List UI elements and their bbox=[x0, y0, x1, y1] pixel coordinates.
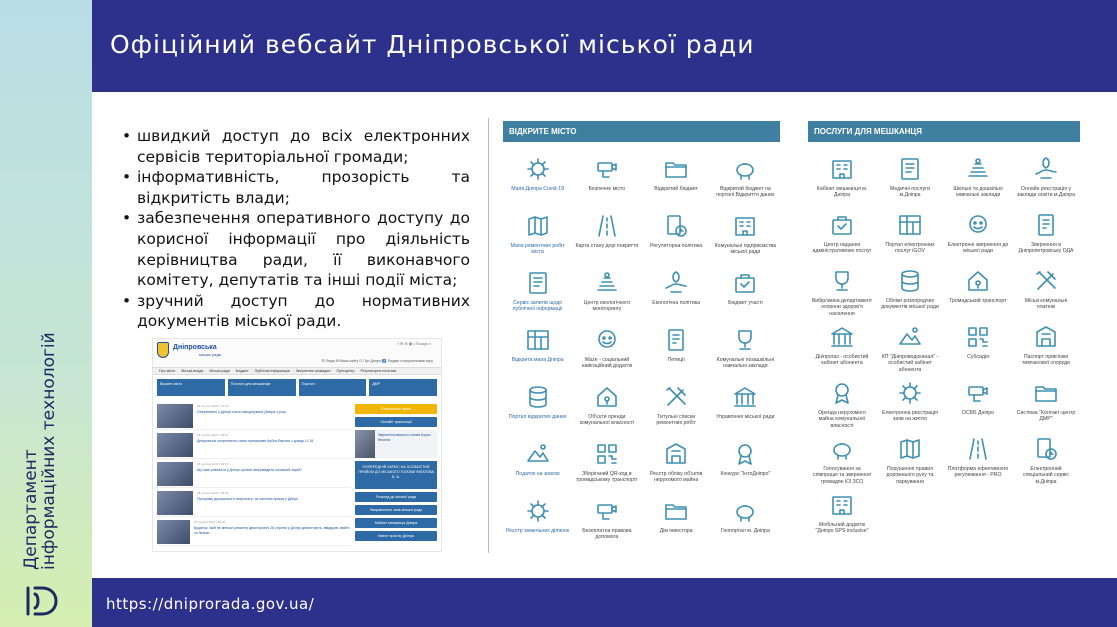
news-date: 26 серпня 2021 | 10:20 bbox=[197, 404, 229, 408]
service-tile[interactable] bbox=[808, 154, 876, 210]
site-tile[interactable]: Порталі bbox=[299, 379, 367, 396]
service-tile[interactable] bbox=[944, 434, 1012, 490]
land-tax-icon bbox=[523, 439, 553, 469]
news-title[interactable]: Оперативно у Дніпрі стало вакцинувати Дніпра з році bbox=[197, 410, 286, 414]
mobile-app-icon bbox=[827, 490, 857, 520]
legal-help-icon bbox=[592, 496, 622, 526]
virus-icon bbox=[523, 154, 553, 184]
service-tile-label: Обліки розпорядчих документів міської ради bbox=[881, 298, 939, 311]
service-tile-label: Реєстр земельних ділянок bbox=[506, 528, 570, 534]
kiosk-icon bbox=[1031, 322, 1061, 352]
service-tile-label: Бюджет участі bbox=[728, 300, 763, 306]
site-nav-item[interactable]: Міська влада bbox=[181, 369, 204, 373]
news-title[interactable]: Що має ухвалити у Дніпрі органи запровадити головний ліцей? bbox=[197, 468, 303, 472]
left-sidebar bbox=[0, 0, 92, 627]
document-clock-icon bbox=[661, 211, 691, 241]
service-tile-label: Портал відкритих даних bbox=[508, 414, 567, 420]
site-header bbox=[153, 339, 441, 367]
service-tile-label: Регуляторна політика bbox=[650, 243, 703, 249]
site-body bbox=[153, 400, 441, 550]
service-tile-label: Безпечне місто bbox=[588, 186, 626, 192]
service-tile-label: Мобільний додаток "Дніпро SPS inclusive" bbox=[815, 522, 869, 535]
service-tile-label: Реєстр обліку об'єктів нерухомого майна bbox=[649, 471, 703, 484]
website-screenshot bbox=[152, 338, 442, 552]
feature-item: • інформативність, прозорість та відкритість влади; bbox=[122, 167, 470, 208]
ecology-monitor-icon bbox=[592, 268, 622, 298]
site-side-button[interactable]: Кабінет мешканця Дніпра bbox=[355, 518, 437, 528]
news-date: 26 серпня 2021 | 09:50 bbox=[197, 462, 229, 466]
site-side-button[interactable]: Інвест простір Дніпра bbox=[355, 531, 437, 541]
contact-center-icon bbox=[1031, 378, 1061, 408]
service-tile-label: Податок на землю bbox=[515, 471, 560, 477]
service-tile-label: Зберіганий QR-код в громадському транспорті bbox=[576, 471, 638, 484]
site-nav-item[interactable]: Звернення громадян bbox=[295, 369, 331, 373]
service-tile[interactable] bbox=[503, 154, 572, 211]
service-tile[interactable] bbox=[1012, 210, 1080, 266]
service-tile-label: Управління міської ради bbox=[716, 414, 775, 420]
service-tile[interactable] bbox=[711, 382, 780, 439]
news-title[interactable]: Дніпровські спортсмени стали призерами Кубка Європи з дзюдо U-18 bbox=[197, 439, 314, 443]
petition-icon bbox=[661, 325, 691, 355]
service-tile[interactable] bbox=[503, 325, 572, 382]
site-url-link[interactable]: https://dniprorada.gov.ua/ bbox=[106, 595, 315, 613]
first-aid-icon bbox=[827, 266, 857, 296]
service-tile[interactable] bbox=[711, 496, 780, 553]
service-tile[interactable] bbox=[572, 268, 641, 325]
service-tile-label: Геопортал м. Дніпра bbox=[720, 528, 770, 534]
service-tile[interactable] bbox=[876, 210, 944, 266]
water-tap-icon bbox=[895, 322, 925, 352]
service-tile[interactable] bbox=[711, 211, 780, 268]
site-side-button[interactable]: Розклад до міської ради bbox=[355, 492, 437, 502]
service-tile-label: Центр надання адміністративних послуг bbox=[812, 242, 872, 255]
service-tile[interactable] bbox=[572, 496, 641, 553]
property-register-icon bbox=[661, 439, 691, 469]
service-tile[interactable] bbox=[944, 322, 1012, 378]
graduation-cap-icon bbox=[963, 154, 993, 184]
service-tile-label: Система "Контакт-центр ДМР" bbox=[1016, 410, 1076, 423]
qr-code-icon bbox=[592, 439, 622, 469]
service-tile-label: Відкрита мапа Дніпра bbox=[511, 357, 564, 363]
road-icon bbox=[592, 211, 622, 241]
online-registration-icon bbox=[1031, 154, 1061, 184]
service-tile-label: Міські комунальні платежі bbox=[1024, 298, 1068, 311]
site-nav-item[interactable]: Про місто bbox=[159, 369, 176, 373]
site-side-column bbox=[355, 404, 437, 544]
service-tile-label: Голосування за співпрацю та звернення громадян КЗ ЗСО bbox=[813, 466, 871, 485]
service-tile[interactable] bbox=[808, 434, 876, 490]
site-nav-item[interactable]: Міська рада bbox=[209, 369, 230, 373]
resident-services-panel bbox=[808, 121, 1080, 546]
service-tile-label: Дніпрогаз - особистий кабінет абонента bbox=[815, 354, 869, 367]
service-tile-label: Комунальні позашкільні навчальні заклади bbox=[716, 357, 775, 370]
documents-check-icon bbox=[895, 266, 925, 296]
service-tile-label: Титульні списки ремонтних робіт bbox=[656, 414, 696, 427]
service-tile[interactable] bbox=[944, 154, 1012, 210]
service-tile[interactable] bbox=[642, 496, 711, 553]
traffic-icon bbox=[895, 434, 925, 464]
service-tile[interactable] bbox=[642, 382, 711, 439]
service-tile[interactable] bbox=[944, 378, 1012, 434]
site-tile[interactable]: Вікрите місто bbox=[157, 379, 225, 396]
service-tile[interactable] bbox=[808, 322, 876, 378]
service-tile[interactable] bbox=[503, 496, 572, 553]
open-city-panel-title: ВІДКРИТЕ МІСТО bbox=[503, 121, 780, 142]
folder-icon bbox=[661, 154, 691, 184]
service-tile[interactable] bbox=[642, 154, 711, 211]
service-tile-label: Онлайн реєстрація у заклади освіти м.Дніпра bbox=[1016, 186, 1076, 199]
service-tile-label: Безоплатна правова допомога bbox=[582, 528, 632, 541]
news-item[interactable] bbox=[157, 462, 351, 488]
service-tile-label: Вибір/зміна департамент охорони здоров'я населення bbox=[811, 298, 873, 317]
news-title[interactable]: Будинок, якій не менше ремонту двосторонні 26 серпня у Дніпрі демонтують, ввідкрив, вийти та батьки bbox=[193, 526, 350, 535]
service-tile[interactable] bbox=[808, 378, 876, 434]
service-tile[interactable] bbox=[711, 439, 780, 496]
gas-flame-icon bbox=[827, 322, 857, 352]
service-tile-label: Конкурс "ІнтоДніпро" bbox=[720, 471, 771, 477]
service-tile[interactable] bbox=[876, 378, 944, 434]
service-tile-label: Кабінет мешканця м. Дніпра bbox=[816, 186, 868, 199]
info-document-icon bbox=[523, 268, 553, 298]
service-tile-label: Шкільні та дошкільні навчальні заклади bbox=[953, 186, 1003, 199]
service-tile[interactable] bbox=[642, 211, 711, 268]
site-social-icons[interactable]: f ✉ ⊕ ◉ | Пошук ⌕ bbox=[397, 341, 431, 346]
site-nav-item[interactable]: Публічна інформація bbox=[254, 369, 290, 373]
news-item[interactable] bbox=[157, 520, 351, 546]
department-logo-icon bbox=[20, 584, 60, 618]
subsidy-people-icon bbox=[963, 322, 993, 352]
department-line-1: Департамент bbox=[21, 449, 41, 570]
resident-services-grid bbox=[808, 154, 1080, 546]
service-tile-label: Мапа ремонтних робіт міста bbox=[510, 243, 565, 256]
site-top-links[interactable]: ☰ Люди ⊞ Мапа сайту ⊡ Про Дніпро ♿ Людям з порушеннями зору bbox=[321, 359, 433, 363]
government-building-icon bbox=[730, 382, 760, 412]
service-tile-label: Звернення в Дніпропетровську ОДА bbox=[1018, 242, 1074, 255]
flag-icon bbox=[827, 210, 857, 240]
service-tile-label: Центр екологічного моніторингу bbox=[583, 300, 631, 313]
news-title[interactable]: Програму домашнього патронату: як частина праців у Дніпрі bbox=[197, 497, 298, 501]
land-plot-icon bbox=[523, 496, 553, 526]
news-date: 26 серпня 2021 | 09:57 bbox=[197, 433, 229, 437]
service-tile-label: КП "Дніпроводоканал" - особистий кабінет абонента bbox=[881, 354, 939, 373]
eco-hand-icon bbox=[661, 268, 691, 298]
service-tile[interactable] bbox=[876, 266, 944, 322]
service-tile-label: Мапа Дніпра Covid-19 bbox=[511, 186, 564, 192]
service-tile-label: Дім інвестора bbox=[659, 528, 693, 534]
news-item[interactable] bbox=[157, 433, 351, 459]
news-thumbnail bbox=[157, 462, 193, 486]
cctv-camera-icon bbox=[592, 154, 622, 184]
service-tile-label: Сервіс запитів щодо публічної інформації bbox=[512, 300, 563, 313]
service-tile-label: Електронний спеціальний сервіс м.Дніпра bbox=[1023, 466, 1069, 485]
page-title: Офіційний вебсайт Дніпровської міської ради bbox=[110, 30, 755, 59]
open-city-panel bbox=[503, 121, 780, 553]
waze-icon bbox=[592, 325, 622, 355]
monitor-icon bbox=[895, 210, 925, 240]
service-tile-label: Карта стану дорі покриття bbox=[575, 243, 639, 249]
service-tile[interactable] bbox=[572, 325, 641, 382]
service-tile-label: Відкритий бюджет на порталі Відкриття даних bbox=[716, 186, 775, 199]
service-tile[interactable] bbox=[944, 266, 1012, 322]
service-tile[interactable] bbox=[642, 439, 711, 496]
open-city-grid bbox=[503, 154, 780, 553]
service-tile[interactable] bbox=[1012, 154, 1080, 210]
footer-bar bbox=[92, 578, 1117, 627]
house-key-icon bbox=[592, 382, 622, 412]
mayor-card[interactable] bbox=[355, 430, 437, 458]
rent-building-icon bbox=[827, 378, 857, 408]
service-tile-label: Платформа ефективного регулювання - PRO bbox=[947, 466, 1009, 479]
service-tile[interactable] bbox=[1012, 434, 1080, 490]
city-emblem-icon bbox=[157, 342, 169, 358]
site-side-button[interactable]: Електронна черга bbox=[355, 404, 437, 414]
tools-icon bbox=[661, 382, 691, 412]
service-tile-label: Waze - соціальний навігаційний додаток bbox=[581, 357, 633, 370]
vote-chat-icon bbox=[827, 434, 857, 464]
site-nav-item[interactable]: Бюджет bbox=[235, 369, 249, 373]
feature-list bbox=[122, 126, 470, 332]
site-tile[interactable]: Послуги для мешканців bbox=[228, 379, 296, 396]
service-tile[interactable] bbox=[503, 268, 572, 325]
feature-item: • швидкий доступ до всіх електронних сервісів територіальної громади; bbox=[122, 126, 470, 167]
news-date: 26 серпня 2021 | 09:23 bbox=[193, 520, 226, 524]
service-tile-label: Відкритий бюджет bbox=[654, 186, 698, 192]
housing-key-icon bbox=[895, 378, 925, 408]
site-name: Дніпровська bbox=[173, 344, 217, 351]
service-tile-label: Субсидія bbox=[967, 354, 989, 360]
service-tile[interactable] bbox=[572, 211, 641, 268]
building-icon bbox=[730, 211, 760, 241]
geoportal-icon bbox=[730, 496, 760, 526]
service-tile-label: Оренда нерухомого майна комунальної власності bbox=[818, 410, 866, 429]
service-tile-label: Порушення правил дорожнього руху та паркування bbox=[886, 466, 934, 485]
news-item[interactable] bbox=[157, 491, 351, 517]
site-news-list bbox=[157, 404, 351, 549]
site-side-button[interactable]: Онлайн трансляції bbox=[355, 417, 437, 427]
news-thumbnail bbox=[157, 491, 193, 515]
investor-icon bbox=[661, 496, 691, 526]
feature-item: • забезпечення оперативного доступу до корисної інформації про діяльність керівництва ради, її виконавчого комітету, депутатів та інші події міста; bbox=[122, 208, 470, 290]
platform-network-icon bbox=[963, 434, 993, 464]
resident-services-panel-title: ПОСЛУГИ ДЛЯ МЕШКАНЦЯ bbox=[808, 121, 1080, 142]
site-side-button[interactable]: Направлення заяв міської ради bbox=[355, 505, 437, 515]
hospital-icon bbox=[895, 154, 925, 184]
divider bbox=[488, 118, 489, 553]
service-tile-label: Паспорт прив'язки тимчасової споруди bbox=[1022, 354, 1070, 367]
site-tiles bbox=[153, 375, 441, 400]
service-tile[interactable] bbox=[642, 268, 711, 325]
service-tile[interactable] bbox=[1012, 322, 1080, 378]
header-bar bbox=[92, 0, 1117, 92]
city-map-icon bbox=[523, 325, 553, 355]
service-tile[interactable] bbox=[503, 382, 572, 439]
feature-item: • зручний доступ до нормативних документів міської ради. bbox=[122, 291, 470, 332]
news-thumbnail bbox=[157, 404, 193, 428]
service-tile-label: Медичні послуги м.Дніпра bbox=[890, 186, 930, 199]
service-tile[interactable] bbox=[808, 266, 876, 322]
service-tile[interactable] bbox=[503, 211, 572, 268]
e-appeal-icon bbox=[963, 210, 993, 240]
service-tile[interactable] bbox=[711, 325, 780, 382]
utility-house-icon bbox=[1031, 266, 1061, 296]
service-tile-label: Портал електронних послуг iGOV bbox=[885, 242, 935, 255]
service-tile[interactable] bbox=[876, 434, 944, 490]
bus-icon bbox=[963, 266, 993, 296]
service-tile-label: Електронна реєстрація заяв на житло bbox=[882, 410, 938, 423]
mayor-photo bbox=[355, 430, 375, 458]
service-tile-label: Екологічна політика bbox=[652, 300, 701, 306]
service-tile[interactable] bbox=[1012, 266, 1080, 322]
service-tile[interactable] bbox=[944, 210, 1012, 266]
service-tile[interactable] bbox=[642, 325, 711, 382]
service-tile[interactable] bbox=[572, 382, 641, 439]
news-thumbnail bbox=[157, 433, 193, 457]
service-tile-label: ОСББ Дніпро bbox=[961, 410, 995, 416]
site-nav-item[interactable]: Регуляторна політика bbox=[360, 369, 397, 373]
news-date: 26 серпня 2021 | 09:33 bbox=[197, 491, 229, 495]
service-tile[interactable] bbox=[808, 490, 876, 546]
site-nav-item[interactable]: Пресцентр bbox=[336, 369, 355, 373]
service-tile[interactable] bbox=[572, 439, 641, 496]
resident-cabinet-icon bbox=[827, 154, 857, 184]
oda-appeal-icon bbox=[1031, 210, 1061, 240]
apartment-block-icon bbox=[963, 378, 993, 408]
department-line-2: інформаційних технологій bbox=[39, 332, 59, 570]
service-tile[interactable] bbox=[503, 439, 572, 496]
trophy-icon bbox=[730, 325, 760, 355]
database-icon bbox=[523, 382, 553, 412]
news-item[interactable] bbox=[157, 404, 351, 430]
service-tile[interactable] bbox=[572, 154, 641, 211]
map-pin-icon bbox=[523, 211, 553, 241]
budget-vote-icon bbox=[730, 268, 760, 298]
service-tile-label: Громадський транспорт bbox=[949, 298, 1007, 304]
site-nav bbox=[153, 367, 441, 375]
site-subtitle: міська рада bbox=[199, 352, 221, 357]
site-tile[interactable]: ДМР bbox=[369, 379, 437, 396]
service-tile-label: Комунальні підприємства міської ради bbox=[714, 243, 777, 256]
department-label bbox=[21, 332, 82, 570]
award-medal-icon bbox=[730, 439, 760, 469]
service-tile[interactable] bbox=[711, 268, 780, 325]
special-service-icon bbox=[1031, 434, 1061, 464]
service-tile-label: Електронні звернення до міської ради bbox=[947, 242, 1009, 255]
service-tile[interactable] bbox=[1012, 378, 1080, 434]
service-tile[interactable] bbox=[808, 210, 876, 266]
appointment-box[interactable]: ПОПЕРЕДНІЙ ЗАПИС НА ОСОБИСТИЙ ПРИЙОМ ДО МІСЬКОГО ГОЛОВИ ФІЛАТОВА Б. А. bbox=[355, 461, 437, 489]
news-thumbnail bbox=[157, 520, 190, 544]
service-tile-label: Об'єкти оренди комунальної власності bbox=[579, 414, 635, 427]
service-tile-label: Петиції bbox=[667, 357, 685, 363]
piggy-bank-icon bbox=[730, 154, 760, 184]
mayor-card-text: Звернення міського голови Борис Філатов bbox=[377, 433, 431, 442]
service-tile[interactable] bbox=[876, 154, 944, 210]
service-tile[interactable] bbox=[711, 154, 780, 211]
service-tile[interactable] bbox=[876, 322, 944, 378]
